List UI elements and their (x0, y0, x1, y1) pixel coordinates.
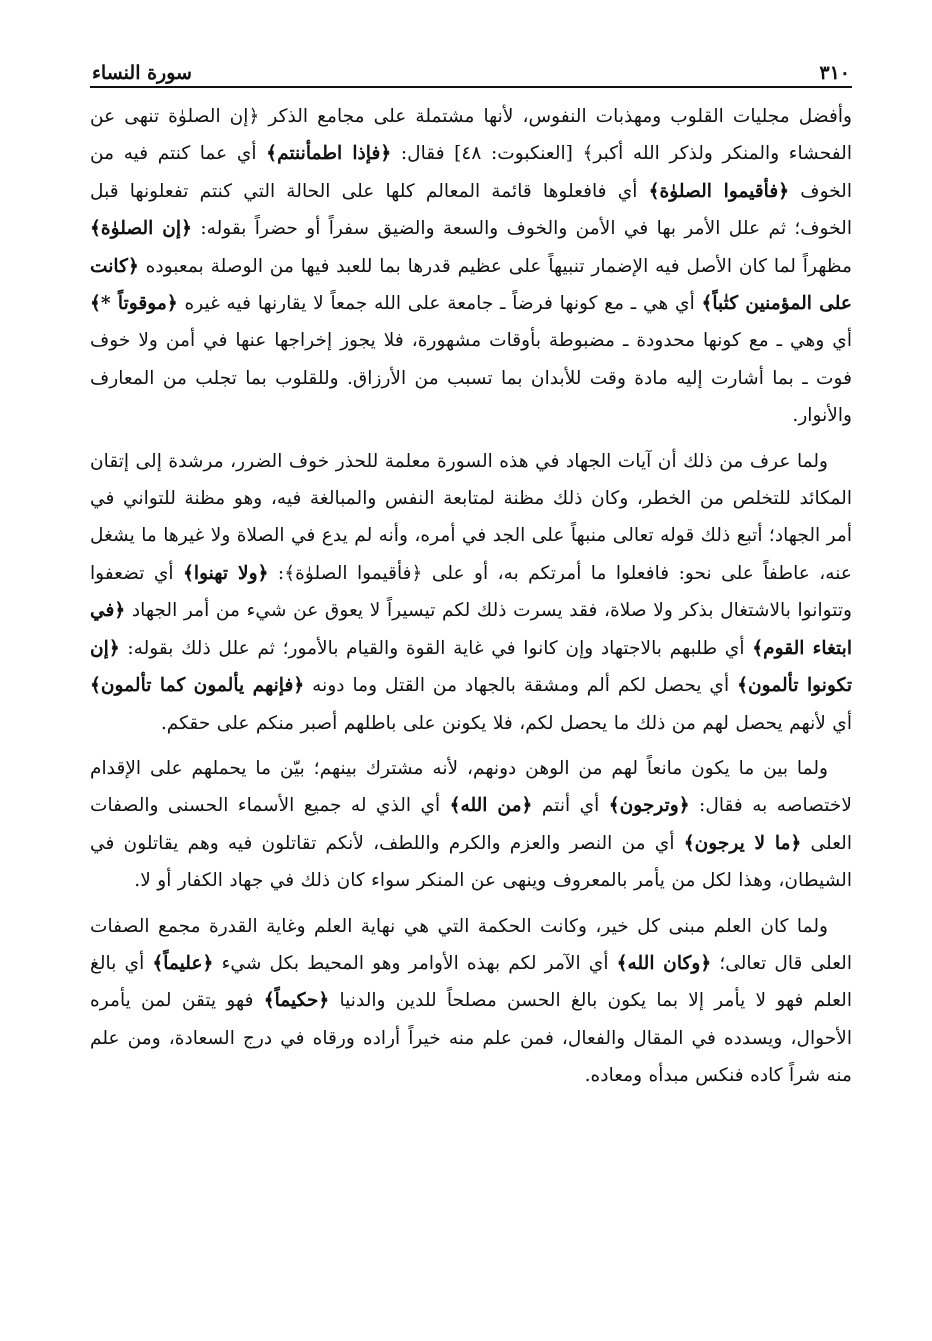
text-segment: أي يحصل لكم ألم ومشقة بالجهاد من القتل وما دونه (304, 675, 738, 697)
text-segment: أي وهي ـ مع كونها محدودة ـ مضبوطة بأوقات مشهورة، فلا يجوز إخراجها عنها في أمن ولا خوف فوت ـ بما أشارت إليه مادة وقت للأبدان بما تسبب من الأرزاق. وللقلوب بما تجلب من المعارف والأنوار. (90, 330, 852, 427)
quran-quote: ﴿في ابتغاء القوم﴾ (90, 600, 852, 659)
quran-quote: ﴿موقوتاً *﴾ (90, 293, 178, 315)
paragraph (90, 98, 852, 435)
header-rule (90, 86, 852, 88)
quran-quote: ﴿ما لا يرجون﴾ (683, 832, 802, 854)
body-text (90, 98, 852, 1095)
text-segment: أي الآمر لكم بهذه الأوامر وهو المحيط بكل شيء (213, 952, 617, 974)
paragraph (90, 443, 852, 742)
paragraph (90, 908, 852, 1095)
text-segment: : (268, 562, 285, 584)
text-segment: أي الذي له جميع الأسماء الحسنى والصفات العلى (90, 795, 853, 854)
text-segment: أي لأنهم يحصل لهم من ذلك ما يحصل لكم، فلا يكونن على باطلهم أصبر منكم على حقكم. (160, 712, 852, 734)
paragraph (90, 750, 852, 900)
quran-quote: ﴿ولا تهنوا﴾ (183, 562, 269, 584)
page-number: ٣١٠ (819, 62, 850, 84)
text-segment: مظهراً لما كان الأصل فيه الإضمار تنبيهاً على عظيم قدرها بما للعبد فيها من الوصلة بمعبوده (138, 255, 852, 277)
quran-quote: ﴿من الله﴾ (449, 795, 533, 817)
text-segment: فهو يتقن لمن يأمره الأحوال، ويسدده في المقال والفعال، فمن علم منه خيراً أراده ورقاه في درج السعادة، ومن علم منه شراً كاده فنكس مبدأه ومعاده. (90, 990, 852, 1087)
quran-quote: ﴿إن تكونوا تألمون﴾ (90, 637, 852, 697)
quran-quote: ﴿عليماً﴾ (152, 952, 214, 974)
quran-quote: ﴿كانت على المؤمنين كتٰباً﴾ (90, 255, 852, 315)
quran-quote: ﴿إن الصلوٰة﴾ (90, 218, 192, 240)
text-segment: ﴿فأقيموا الصلوٰة﴾ (284, 562, 423, 584)
quran-quote: ﴿حكيماً﴾ (263, 990, 330, 1012)
text-segment: ولما عرف من ذلك أن آيات الجهاد في هذه السورة معلمة للحذر خوف الضرر، مرشدة إلى إتقان المكائد للتخلص من الخطر، وكان ذلك مظنة لمتابعة النفس والمبالغة فيه، وهو مظنة للتواني في أمر الجهاد؛ أتبع ذلك قوله تعالى منبهاً على الجد في أمره، وأنه لم يدع في الصلاة ولا غيرها ما يشغل عنه، عاطفاً على نحو: فافعلوا ما أمرتكم به، أو على (90, 450, 852, 584)
quran-quote: ﴿فإنهم يألمون كما تألمون﴾ (90, 675, 305, 697)
surah-title: سورة النساء (92, 62, 192, 84)
text-segment: أي أنتم (532, 795, 609, 817)
quran-quote: ﴿فأقيموا الصلوٰة﴾ (648, 180, 790, 202)
text-segment: ﴿إن الصلوٰة تنهى عن الفحشاء والمنكر ولذكر الله أكبر﴾ (90, 106, 853, 165)
text-segment: أي من النصر والعزم والكرم واللطف، لأنكم تقاتلون فيه وهم يقاتلون في الشيطان، وهذا لكل من يأمر بالمعروف وينهى عن المنكر سواء كان ذلك في جهاد الكفار أو لا. (90, 832, 852, 892)
quran-quote: ﴿وكان الله﴾ (616, 952, 712, 974)
text-segment: ولما بين ما يكون مانعاً لهم من الوهن دونهم، لأنه مشترك بينهم؛ بيّن ما يحملهم على الإقدام لاختصاصه به فقال: (90, 757, 852, 817)
text-segment: أي هي ـ مع كونها فرضاً ـ جامعة على الله جمعاً لا يقارنها فيه غيره (177, 293, 702, 315)
quran-quote: ﴿وترجون﴾ (608, 795, 690, 817)
text-segment: أي طلبهم بالاجتهاد وإن كانوا في غاية القوة والقيام بالأمور؛ ثم علل ذلك بقوله: (119, 637, 753, 659)
text-segment: ولما كان العلم مبنى كل خير، وكانت الحكمة التي هي نهاية العلم وغاية القدرة مجمع الصفات العلى قال تعالى؛ (90, 915, 852, 974)
text-segment: أي بالغ العلم فهو لا يأمر إلا بما يكون بالغ الحسن مصلحاً للدين والدنيا (90, 952, 852, 1012)
book-page (90, 56, 852, 1316)
text-segment: أي تضعفوا وتتوانوا بالاشتغال بذكر ولا صلاة، فقد يسرت ذلك لكم تيسيراً لا يعوق عن شيء من أمر الجهاد (90, 562, 852, 622)
text-segment: وأفضل مجليات القلوب ومهذبات النفوس، لأنها مشتملة على مجامع الذكر (259, 106, 852, 127)
quran-quote: ﴿فإذا اطمأننتم﴾ (266, 143, 392, 165)
text-segment: [العنكبوت: ٤٨] فقال: (391, 143, 583, 165)
running-header (90, 56, 852, 86)
text-segment: أي عما كنتم فيه من الخوف (90, 143, 853, 202)
text-segment: أي فافعلوها قائمة المعالم كلها على الحالة التي كنتم تفعلونها قبل الخوف؛ ثم علل الأمر بها في الأمن والخوف والسعة والضيق سفراً أو حضراً بقوله: (90, 180, 853, 240)
